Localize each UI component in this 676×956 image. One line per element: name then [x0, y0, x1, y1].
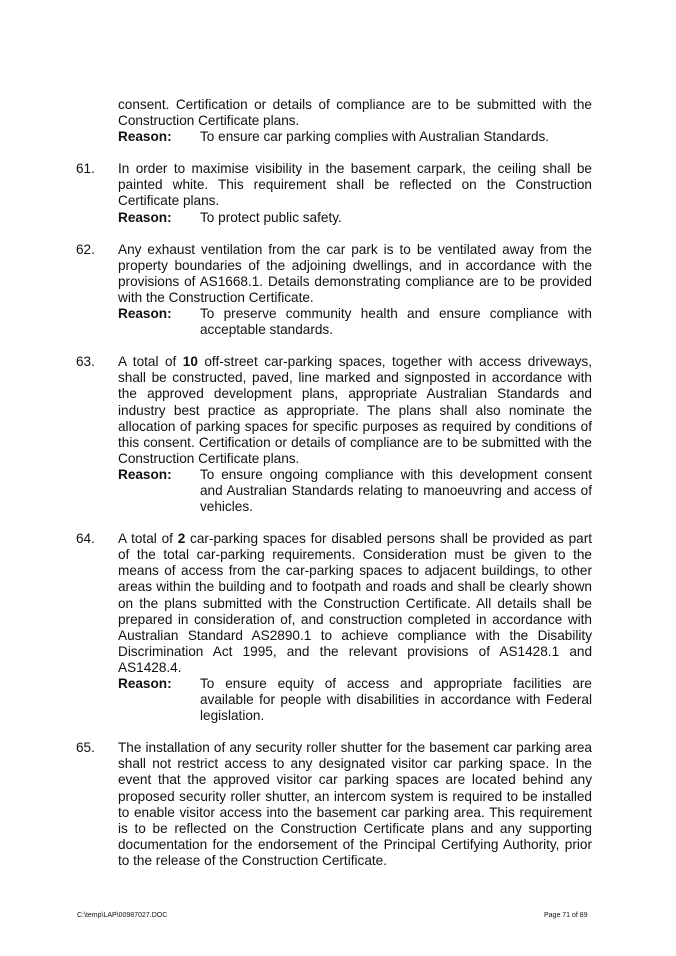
condition-number: 62.	[76, 241, 95, 257]
reason-text: To ensure car parking complies with Australian Standards.	[200, 129, 550, 145]
reason-text: To ensure ongoing compliance with this development consent and Australian Standards relating to manoeuvring and access of vehicles.	[200, 466, 592, 515]
condition-63	[0, 354, 676, 515]
footer-page-number: Page 71 of 89	[544, 912, 588, 919]
condition-64	[0, 531, 676, 724]
condition-number: 65.	[76, 740, 95, 756]
condition-body: In order to maximise visibility in the basement carpark, the ceiling shall be painted white. This requirement shall be reflected on the Construction Certificate plans.	[118, 161, 592, 209]
reason-label: Reason:	[118, 209, 172, 225]
conditions-list	[0, 97, 676, 869]
condition-reason	[118, 306, 592, 338]
body-text: car-parking spaces for disabled persons shall be provided as part of the total car-parking requirements. Consideration must be given to the means of access from the car-parking spaces to adjacent buildings, to other areas within the building and to footpath and roads and shall be clearly shown on the plans submitted with the Construction Certificate. All details shall be prepared in consideration of, and construction completed in accordance with Australian Standard AS2890.1 to achieve compliance with the Disability Discrimination Act 1995, and the relevant provisions of AS1428.1 and AS1428.4.	[118, 531, 593, 675]
condition-number: 64.	[76, 531, 95, 547]
condition-body	[118, 354, 592, 467]
condition-reason	[118, 210, 592, 226]
condition-65	[0, 740, 676, 869]
condition-reason	[118, 467, 592, 515]
condition-number: 63.	[76, 354, 95, 370]
condition-body: The installation of any security roller shutter for the basement car parking area shall not restrict access to any designated visitor car parking space. In the event that the approved visitor car parking spaces are located behind any proposed security roller shutter, an intercom system is required to be installed to enable visitor access into the basement car parking area. This requirement is to be reflected on the Construction Certificate plans and any supporting documentation for the endorsement of the Principal Certifying Authority, prior to the release of the Construction Certificate.	[118, 740, 592, 868]
footer-file-path: C:\temp\LAP\00987027.DOC	[77, 912, 168, 919]
condition-body	[118, 531, 592, 676]
condition-60-continued	[0, 97, 676, 145]
body-text: A total of	[118, 531, 178, 547]
reason-label: Reason:	[118, 306, 172, 322]
reason-text: To preserve community health and ensure compliance with acceptable standards.	[200, 306, 592, 338]
reason-label: Reason:	[118, 676, 172, 691]
condition-body: consent. Certification or details of compliance are to be submitted with the Construction Certificate plans.	[118, 97, 592, 129]
condition-reason	[118, 676, 592, 724]
parking-count: 2	[177, 531, 186, 547]
condition-body: Any exhaust ventilation from the car park is to be ventilated away from the property boundaries of the adjoining dwellings, and in accordance with the provisions of AS1668.1. Details demonstrating compliance are to be provided with the Construction Certificate.	[118, 241, 592, 305]
reason-label: Reason:	[118, 466, 172, 482]
reason-text: To ensure equity of access and appropriate facilities are available for people with disabilities in accordance with Federal legislation.	[200, 676, 592, 724]
body-text: off-street car-parking spaces, together with access driveways, shall be constructed, paved, line marked and signposted in accordance with the approved development plans, appropriate Australian Standards and industry best practice as appropriate. The plans shall also nominate the allocation of parking spaces for specific purposes as required by conditions of this consent. Certification or details of compliance are to be submitted with the Construction Certificate plans.	[118, 354, 592, 466]
condition-61	[0, 161, 676, 225]
reason-label: Reason:	[118, 129, 172, 145]
condition-62	[0, 242, 676, 339]
parking-count: 10	[182, 354, 198, 370]
reason-text: To protect public safety.	[200, 209, 342, 225]
body-text: A total of	[118, 354, 183, 370]
condition-number: 61.	[76, 161, 95, 177]
condition-reason	[118, 129, 592, 145]
